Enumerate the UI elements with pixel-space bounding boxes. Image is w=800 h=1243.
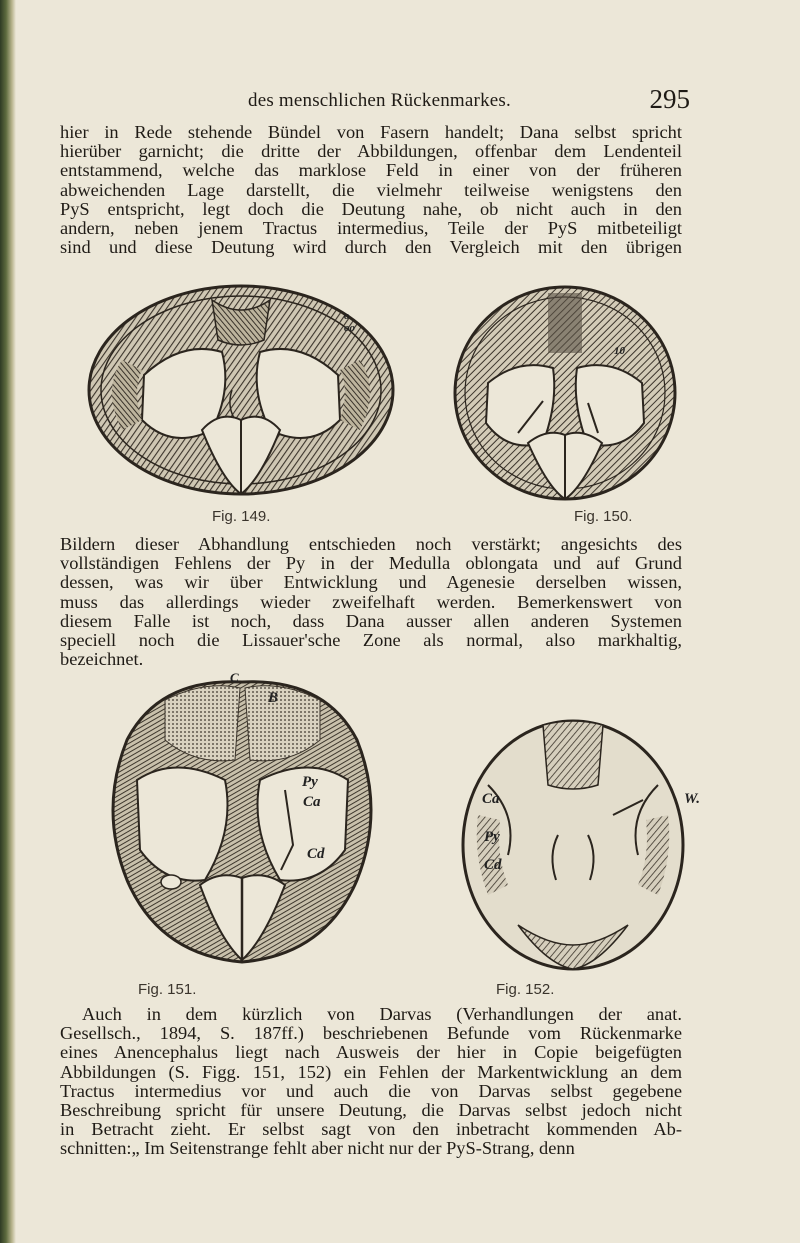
figure-150-caption: Fig. 150. <box>574 508 633 525</box>
figure-151 <box>95 670 390 972</box>
running-head: des menschlichen Rückenmarkes. <box>248 90 511 111</box>
text-line: hierüber garnicht; die dritte der Abbildungen, offenbar dem Lendenteil <box>60 141 682 162</box>
text-line: dessen, was wir über Entwicklung und Agenesie derselben wissen, <box>60 572 682 593</box>
paragraph-1 <box>60 123 682 257</box>
text-line: entstammend, welche das marklose Feld in einer von der früheren <box>60 160 682 181</box>
figure-152-label-Py: Py <box>484 829 500 845</box>
figure-149-label-o: o <box>344 310 350 322</box>
page-header <box>130 84 690 118</box>
text-line: hier in Rede stehende Bündel von Fasern handelt; Dana selbst spricht <box>60 122 682 142</box>
text-line: diesem Falle ist noch, dass Dana ausser allen anderen Systemen <box>60 610 682 631</box>
figure-152-label-W: W. <box>684 791 700 807</box>
text-line: eines Anencephalus liegt nach Ausweis der hier in Copie beigefügten <box>60 1042 682 1063</box>
paragraph-2 <box>60 535 682 669</box>
figure-150-drawing <box>448 283 682 505</box>
text-line: abweichenden Lage darstellt, die vielmehr teilweise wenigstens den <box>60 179 682 200</box>
figure-151-label-Py: Py <box>302 774 318 790</box>
book-binding-edge <box>0 0 16 1243</box>
figure-151-drawing <box>95 670 390 972</box>
figure-149-label-oo: oo <box>344 322 355 334</box>
text-line: bezeichnet. <box>60 649 144 670</box>
page-number: 295 <box>649 84 690 114</box>
figure-152-caption: Fig. 152. <box>496 981 555 998</box>
text-line: schnitten:„ Im Seitenstrange fehlt aber nicht nur der PyS-Strang, denn <box>60 1138 575 1159</box>
text-line: in Betracht zieht. Er selbst sagt von den inbetracht kommenden Ab- <box>60 1119 682 1140</box>
figure-150 <box>448 283 682 505</box>
figure-152 <box>448 705 720 983</box>
text-line: vollständigen Fehlens der Py in der Medulla oblongata und auf Grund <box>60 553 682 574</box>
text-line: Tractus intermedius vor und auch die von Darvas selbst gegebene <box>60 1080 682 1101</box>
text-line: PyS entspricht, legt doch die Deutung nahe, ob nicht auch in den <box>60 198 682 219</box>
text-line: Abbildungen (S. Figg. 151, 152) ein Fehlen der Markentwicklung an dem <box>60 1061 682 1082</box>
text-line: andern, neben jenem Tractus intermedius, Teile der PyS mitbeteiligt <box>60 218 682 239</box>
figure-152-label-Ca: Ca <box>482 791 500 807</box>
text-line: speciell noch die Lissauer'sche Zone als normal, also markhaltig, <box>60 630 682 651</box>
paragraph-3 <box>60 1005 682 1159</box>
figure-152-label-Cd: Cd <box>484 857 502 873</box>
text-line: muss das allerdings wieder zweifelhaft werden. Bemerkenswert von <box>60 591 682 612</box>
text-line: Gesellsch., 1894, S. 187ff.) beschriebenen Befunde vom Rückenmarke <box>60 1023 682 1044</box>
figure-151-caption: Fig. 151. <box>138 981 197 998</box>
figure-151-label-B: B <box>268 690 279 706</box>
figure-149-caption: Fig. 149. <box>212 508 271 525</box>
figure-149 <box>82 280 400 502</box>
text-line: Beschreibung spricht für unsere Deutung, die Darvas selbst jedoch nicht <box>60 1100 682 1121</box>
figure-151-label-Ca: Ca <box>303 794 321 810</box>
figure-150-label-10: 10 <box>614 345 625 357</box>
figure-151-label-Cd: Cd <box>307 846 325 862</box>
text-line: Bildern dieser Abhandlung entschieden noch verstärkt; angesichts des <box>60 534 682 554</box>
text-line: sind und diese Deutung wird durch den Vergleich mit den übrigen <box>60 237 682 258</box>
figure-151-label-C: C <box>230 670 239 685</box>
text-line: Auch in dem kürzlich von Darvas (Verhandlungen der anat. <box>82 1004 682 1024</box>
figure-149-drawing <box>82 280 400 502</box>
